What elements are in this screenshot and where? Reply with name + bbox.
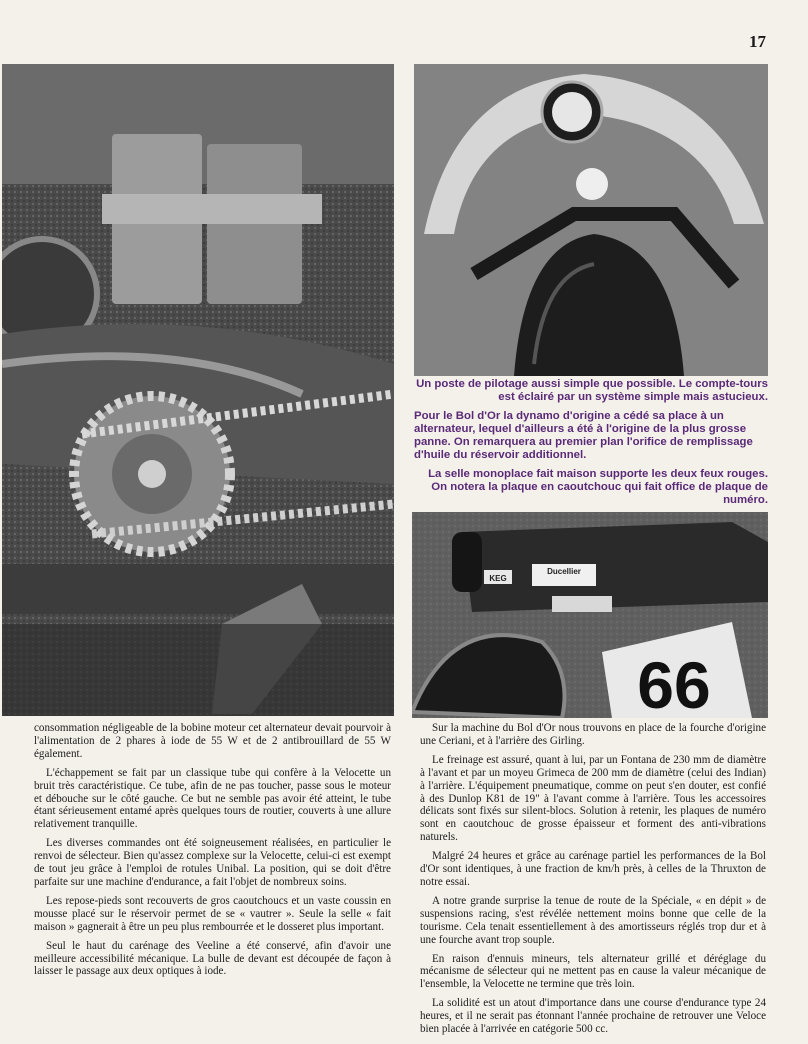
photo-captions [414, 378, 768, 513]
keg-sticker: KEG [489, 574, 507, 583]
article-left-column [34, 722, 391, 984]
paragraph: Les repose-pieds sont recouverts de gros caoutchoucs et un vaste coussin en mousse placé sur le réservoir permet de se « vautrer ». Seule la selle « fait maison » gagnerait à être un peu plus rembourrée et le dosseret plus important. [34, 894, 391, 933]
engine-chain-photo [2, 64, 394, 716]
paragraph: consommation négligeable de la bobine moteur cet alternateur devait pourvoir à l'alimentation de 2 phares à iode de 55 W et de 2 antibrouillard de 55 W également. [34, 722, 391, 760]
paragraph: Sur la machine du Bol d'Or nous trouvons en place de la fourche d'origine une Ceriani, et à l'arrière des Girling. [420, 722, 766, 747]
paragraph: Les diverses commandes ont été soigneusement réalisées, en particulier le renvoi de sélecteur. Bien qu'assez complexe sur la Velocette, celui-ci est exempt de tout jeu grâce à l'emploi de rotules Unibal. La position, qui se doit d'être parfaite sur une machine d'endurance, a fait l'objet de nombreux soins. [34, 837, 391, 888]
ducellier-sticker: Ducellier [547, 567, 581, 576]
paragraph: Malgré 24 heures et grâce au carénage partiel les performances de la Bol d'Or sont identiques, à une fraction de km/h près, à celles de la Thruxton de notre essai. [420, 850, 766, 888]
paragraph: En raison d'ennuis mineurs, tels alternateur grillé et déréglage du mécanisme de sélecteur qui ne mettent pas en cause la valeur mécanique de l'ensemble, la Velocette ne termine que très loin. [420, 952, 766, 991]
paragraph: La solidité est un atout d'importance dans une course d'endurance type 24 heures, et il ne serait pas étonnant l'année prochaine de retrouver une Veloce bien placée à l'arrivée en catégorie 500 cc. [420, 997, 766, 1036]
page-number: 17 [749, 32, 766, 51]
paragraph: L'échappement se fait par un classique tube qui confère à la Velocette un bruit très caractéristique. Ce tube, afin de ne pas toucher, passe sous le moteur et débouche sur le côté gauche. Ce but ne semble pas avoir été atteint, le tube étant sérieusement entamé après quelques tours de routier, couverts à une allure relativement tranquille. [34, 766, 391, 831]
paragraph: Seul le haut du carénage des Veeline a été conservé, afin d'avoir une meilleure accessibilité mécanique. La bulle de devant est découpée de façon à laisser le passage aux deux optiques à iode. [34, 939, 391, 978]
race-number-66: 66 [637, 648, 711, 718]
paragraph: Le freinage est assuré, quant à lui, par un Fontana de 230 mm de diamètre à l'avant et par un moyeu Grimeca de 200 mm de diamètre (celui des Indian) à l'arrière. L'équipement pneumatique, comme on peut s'en douter, est confié à des Dunlop K81 de 19" à l'avant comme à l'arrière. Tous les accessoires délicats sont fixés sur silent-blocs. Solution à retenir, les plaques de numéro sont en caoutchouc de grosse épaisseur et forment des anti-vibrations naturels. [420, 753, 766, 844]
caption-cockpit: Un poste de pilotage aussi simple que possible. Le compte-tours est éclairé par un système simple mais astucieux. [416, 378, 768, 403]
caption-dynamo: Pour le Bol d'Or la dynamo d'origine a cédé sa place à un alternateur, lequel d'ailleurs a été à l'origine de la plus grosse panne. On remarquera au premier plan l'orifice de remplissage d'huile du réservoir additionnel. [414, 410, 753, 461]
caption-seat: La selle monoplace fait maison supporte les deux feux rouges. On notera la plaque en caoutchouc qui fait office de plaque de numéro. [428, 468, 768, 506]
article-right-column [420, 722, 766, 1042]
paragraph: A notre grande surprise la tenue de route de la Spéciale, « en dépit » de suspensions racing, s'est révélée nettement moins bonne que celle de la tourisme. Cela tenait essentiellement à des amortisseurs réglés trop dur et à une fourche avant trop souple. [420, 894, 766, 946]
cockpit-photo [414, 64, 768, 376]
seat-number-plate-photo [412, 512, 768, 718]
